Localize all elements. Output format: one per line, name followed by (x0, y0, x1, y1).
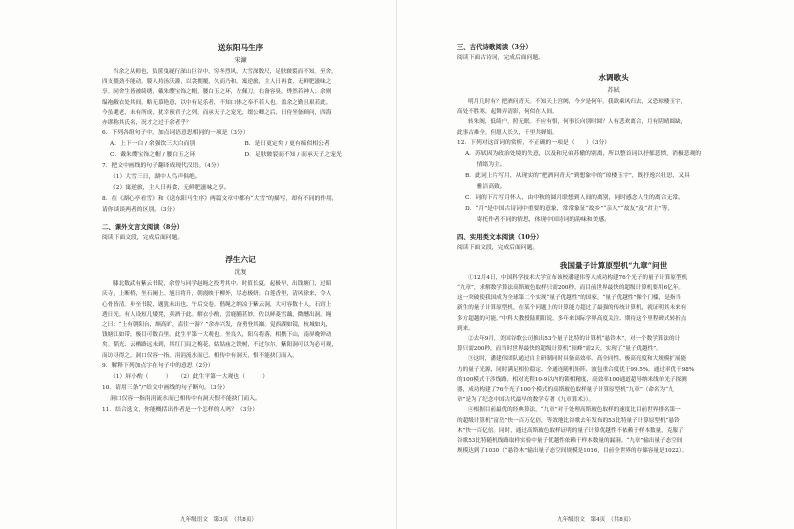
question-12: 12．下列对这首词的赏析，不正确的一项是（ ）（3分） (457, 139, 611, 146)
essay-line: 心骨皆清。步至书院，题犹未出也。午后交卷。偕绳之纳凉于紫云洞，大可容数十人，石窍上 (102, 301, 332, 308)
section-3-instruction: 阅读下面古诗词，完成后面问题。 (457, 55, 544, 61)
option-line: C．词的下片写月怀人，由中秋的圆月联想到人间的离别，同时感念人生的离合无常。 (465, 194, 684, 201)
question-9: 9．解释下列加点字在句子中的意思（2分） (102, 362, 214, 369)
question-6-options (102, 139, 379, 161)
question-7: 7．把文中画线的句子翻译成现代汉语。（4分） (102, 163, 223, 170)
essay-line: 钱塘江如带，极目可数百里。此生平第一大观也。坐良久，阳乌将落，相携下山，南屏晚钟动 (102, 332, 332, 339)
option-c: C．戴朱缨宝饰之帽 / 腰白玉之环 (110, 152, 196, 159)
article-line: 新生的量子计算原型机，在某个问题上的计算能力超过了最强的传统计算机，就证明其未来有 (457, 305, 687, 312)
poem-author: 宋濂 (234, 57, 247, 64)
article-line: ④根据目前最优的经典算法，“九章”对于处理高斯玻色取样的速度比目前世界排名第一 (468, 407, 681, 414)
question-9-1: （1）屏小酌（ ） （2）此生平第一大观也（ ） (110, 373, 269, 380)
question-10-sentence: 洞口仅容一指涓涓流水而已相传中有洞天恨不能抉门而入。 (110, 395, 261, 402)
article-line: 的超级计算机“富岳”快一百万亿倍，等效地比谷歌去年发布的53比特量子计算原型机“悬铃 (457, 417, 680, 424)
section-3-heading: 三、古代诗歌阅读（3分） (457, 43, 532, 51)
article-line: 多方超越的可能。”中科大教授陆朝阳说，多年来国际学界高度关注、期待这个里程碑式转折点 (457, 315, 687, 322)
article-line: 力的量子光源，同时满足相位稳定、全通连随机矩阵、波包重合度优于99.5%，通过率优于98% (457, 366, 695, 373)
essay-line: 矣。韬光、云栖路远未到，其红门局之梅花，姑姑庙之铁树，不过尔尔。紫阳洞可以为必可观， (102, 342, 337, 349)
option-line: 情绪为主。 (465, 161, 506, 168)
article-line: 谷歌53比特随机线路取样实验中量子优越性依赖于样本数量的漏洞。“九章”输出量子态空间 (457, 438, 683, 445)
question-10: 10．请用三条“/”给文中画线的句子断句。（3分） (102, 384, 229, 391)
article-line: 木”快一百亿倍。同时，通过高斯玻色取样证明的量子计算优越性不依赖于样本数量，克服了 (457, 427, 684, 434)
essay-line: 透日光。有人设短几矮凳，卖酒于此。解衣小酌，尝鹿脯甚妙，佐以鲜菱雪藕，微醺出洞。绳 (102, 311, 332, 318)
question-11: 11．结合选文，你能概括出作者是一个怎样的人吗？（3分） (102, 406, 258, 413)
essay-author: 沈复 (234, 269, 247, 277)
option-a: A．上下一白 / 余强饮三大白而别 (110, 141, 196, 148)
passage (102, 67, 379, 128)
poem-line: 转朱阁，低绮户，照无眠。不应有恨，何事长向别时圆？人有悲欢离合，月有阴晴圆缺， (468, 119, 687, 126)
question-6: 6．下列各组句子中，加点词语意思相同的一项是（3分） (102, 130, 249, 137)
poem-author: 苏轼 (607, 87, 620, 94)
article (457, 273, 770, 457)
option-line: 寄托作者不同的情思，体现中国诗词的韵味和美感。 (465, 216, 610, 223)
option-d: D．足肤皲裂而不知 / 而承天子之宠光 (244, 152, 342, 159)
passage-line: 缊袍敝衣处其间，略无慕艳意，以中有足乐者，不知口体之奉不若人也。盖余之勤且艰若此。 (102, 99, 332, 106)
article-line: ②去年9月，美国谷歌公司推出53个量子比特的计算机“悬铃木”，对一个数学算法的计 (468, 336, 681, 343)
poem-line: 此事古难全。但愿人长久，千里共婵娟。 (457, 129, 558, 136)
article-line: ①12月4日，中国科学技术大学宣布该校潘建伟等人成功构建76个光子的量子计算原型机 (468, 274, 688, 281)
question-7-2: （2）寓逆旅，主人日再食，无鲜肥滋味之享。 (110, 185, 230, 192)
page-4 (397, 0, 794, 529)
essay-line: 之曰：“上有朝阳台，颇高旷，盍往一游？”余亦兴发，奋勇登其巅。觉西湖如镜，杭城如丸， (102, 322, 332, 329)
question-8-cont: 请你谈谈两者的区别。（3分） (102, 207, 179, 214)
page-footer: 九年级语文 第3页 （共8页） (179, 517, 258, 523)
section-4-heading: 四、实用类文本阅读（10分） (457, 232, 543, 241)
poem (457, 97, 770, 138)
essay-line: 膝北数武有紫云书院，余曾与同学赵绳之投考其中。时值长夏，起极早，出钱塘门，过昭 (113, 281, 332, 288)
option-line: 雅洁高致。 (465, 183, 506, 190)
passage-line: 今虽耄老，未有所成，犹幸预君子之列，而承天子之宠光，缀公卿之后，日侍坐备顾问，四海 (102, 109, 332, 116)
option-b: B．是日更定矣 / 更有痴似相公者 (244, 141, 330, 148)
passage-line: 享。同舍生皆被绮绣，戴朱缨宝饰之帽，腰白玉之环，左佩刀，右备容臭，烨然若神人；余则 (102, 89, 332, 96)
section-2-instruction: 阅读下面文段，完成后面问题。 (102, 235, 184, 242)
essay-line: 庆寺，上断桥，坐石阑上。旭日将升，朝霞映于柳外，尽态极妍；白莲香里，清风徐来，令人 (102, 291, 332, 298)
question-7-1: （1）大雪三日，湖中人鸟声俱绝。 (110, 174, 201, 181)
essay-line: 而访寻得之，洞口仅容一指，涓涓流水而已。相传中有洞天，恨不能抉门而入。 (102, 352, 298, 359)
poem-line: 高处不胜寒。起舞弄清影，何似在人间。 (457, 109, 558, 116)
option-line: B．此词上片写月，从现实的“把酒问青天”到想象中的“琼楼玉宇”，既抒逸兴壮思，又具 (465, 172, 690, 179)
option-line: D．“月”是中国古诗词中重要的意象，常常象征“故乡”“亲人”“故友”及“君主”等， (465, 205, 674, 212)
article-line: 的100模式干涉线路，相对光程10-9以内的锁相精度，高效率100通道超导纳米线单光子探测 (457, 376, 687, 383)
question-12-options (457, 149, 770, 226)
article-line: 章”是为了纪念中国古代最早的数学专著《九章算术》）。 (457, 397, 595, 404)
article-title: 我国量子计算原型机“九章”问世 (559, 260, 668, 270)
passage-line: 当余之从师也，负箧曳屣行深山巨谷中，穷冬烈风，大雪深数尺，足肤皲裂而不知。至舍， (113, 69, 337, 75)
article-line: 器，成功构建了76个光子100个模式的高斯玻色取样量子计算原型机“九章”（命名为“九 (457, 387, 674, 394)
section-4-instruction: 阅读下面文段，完成后面问题。 (457, 244, 539, 251)
article-line: 规模达到了1030（“悬铃木”输出量子态空间规模是1016，目前全世界的存储容量是1022）。 (457, 448, 688, 455)
poem-line: 明月几时有？把酒问青天。不知天上宫阙，今夕是何年。我欲乘风归去，又恐琼楼玉宇， (468, 99, 687, 105)
poem-title: 水调歌头 (598, 73, 629, 82)
option-line: A．苏轼因为政治处境的失意，以及和兄弟苏辙的别离，所以整首词以抒郁悲愤，消极悲观的 (465, 150, 702, 157)
section-2-heading: 二、课外文言文阅读（8分） (102, 223, 184, 232)
essay (102, 279, 379, 361)
poem-title: 送东阳马生序 (217, 43, 264, 52)
passage-line: 亦谬称其氏名，况才之过于余者乎？ (102, 120, 192, 127)
article-line: ③这时，潘建伟团队通过自主研制同时具备高效率、高全同性、极高亮度和大规模扩展能 (468, 356, 687, 363)
essay-title: 浮生六记 (225, 255, 256, 265)
passage-line: 四支僵劲不能动，媵人持汤沃灌，以衾拥覆，久而乃和。寓逆旅，主人日再食，无鲜肥滋味之 (102, 79, 332, 86)
article-line: 到来。 (457, 325, 474, 332)
page-footer: 九年级语文 第4页 （共8页） (556, 517, 635, 523)
article-line: 这一突破使我国成为全球第二个实现“量子优越性”的国家。“量子优越性”像个门槛，是指当 (457, 295, 682, 302)
question-8: 8．在《湖心亭看雪》和《送东阳马生序》两篇文章中都有“大雪”的描写，却有不同的作用， (102, 196, 338, 203)
article-line: “九章”，求解数学算法高斯玻色取样只需200秒，而目前世界最快的超级计算机要用6亿年。 (457, 285, 684, 292)
article-line: 算只需200秒，而当时世界最快的超级计算机“顶峰”需2天，实现了“量子优越性”。 (457, 346, 662, 353)
